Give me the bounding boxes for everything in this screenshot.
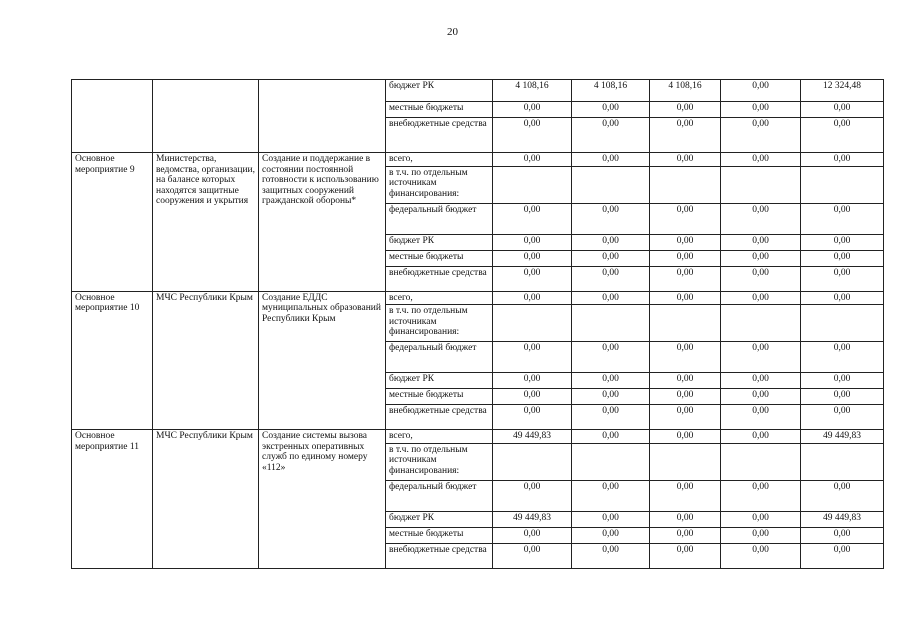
amount-cell: 0,00 [721, 543, 801, 568]
amount-cell [801, 305, 884, 342]
amount-cell [493, 305, 572, 342]
amount-cell: 0,00 [650, 266, 721, 291]
amount-cell [721, 305, 801, 342]
measure-description: Создание системы вызова экстренных оперативных служб по единому номеру «112» [259, 430, 386, 569]
funding-source: в т.ч. по отдельным источникам финансирования: [386, 443, 493, 480]
amount-cell: 0,00 [721, 342, 801, 373]
funding-source: местные бюджеты [386, 527, 493, 543]
amount-cell: 0,00 [572, 234, 650, 250]
amount-cell: 0,00 [650, 389, 721, 405]
amount-cell: 0,00 [721, 203, 801, 234]
amount-cell: 0,00 [721, 527, 801, 543]
amount-cell: 0,00 [721, 102, 801, 118]
amount-cell: 0,00 [493, 266, 572, 291]
amount-cell: 0,00 [493, 102, 572, 118]
amount-cell: 0,00 [721, 234, 801, 250]
amount-cell: 0,00 [572, 511, 650, 527]
amount-cell: 0,00 [650, 511, 721, 527]
amount-cell: 49 449,83 [801, 430, 884, 444]
amount-cell: 0,00 [650, 342, 721, 373]
amount-cell: 0,00 [572, 203, 650, 234]
funding-source: внебюджетные средства [386, 405, 493, 430]
amount-cell: 0,00 [650, 118, 721, 153]
amount-cell: 4 108,16 [572, 80, 650, 102]
amount-cell: 0,00 [572, 405, 650, 430]
amount-cell: 4 108,16 [650, 80, 721, 102]
amount-cell: 0,00 [801, 373, 884, 389]
amount-cell: 0,00 [493, 153, 572, 167]
amount-cell: 0,00 [493, 480, 572, 511]
amount-cell: 0,00 [493, 203, 572, 234]
funding-source: федеральный бюджет [386, 342, 493, 373]
amount-cell [650, 305, 721, 342]
funding-source: внебюджетные средства [386, 266, 493, 291]
funding-source: местные бюджеты [386, 102, 493, 118]
amount-cell [572, 443, 650, 480]
amount-cell: 12 324,48 [801, 80, 884, 102]
amount-cell: 0,00 [721, 118, 801, 153]
amount-cell: 0,00 [721, 373, 801, 389]
amount-cell: 0,00 [801, 405, 884, 430]
measure-name: Основное мероприятие 10 [72, 291, 153, 430]
amount-cell: 0,00 [721, 153, 801, 167]
amount-cell: 0,00 [650, 291, 721, 305]
funding-source: местные бюджеты [386, 250, 493, 266]
amount-cell: 0,00 [721, 511, 801, 527]
amount-cell: 0,00 [650, 543, 721, 568]
amount-cell: 0,00 [801, 389, 884, 405]
amount-cell [493, 166, 572, 203]
funding-source: бюджет РК [386, 373, 493, 389]
amount-cell: 0,00 [572, 153, 650, 167]
amount-cell: 49 449,83 [493, 511, 572, 527]
funding-source: всего, [386, 153, 493, 167]
amount-cell: 0,00 [801, 291, 884, 305]
amount-cell: 0,00 [493, 373, 572, 389]
financing-table [71, 79, 884, 569]
amount-cell: 0,00 [572, 118, 650, 153]
amount-cell: 0,00 [650, 102, 721, 118]
amount-cell: 0,00 [650, 373, 721, 389]
amount-cell: 0,00 [572, 102, 650, 118]
amount-cell: 0,00 [572, 291, 650, 305]
measure-cell [72, 80, 153, 153]
funding-source: федеральный бюджет [386, 480, 493, 511]
funding-source: федеральный бюджет [386, 203, 493, 234]
amount-cell [650, 166, 721, 203]
amount-cell [572, 166, 650, 203]
amount-cell: 0,00 [650, 234, 721, 250]
amount-cell: 0,00 [650, 153, 721, 167]
amount-cell: 0,00 [801, 153, 884, 167]
amount-cell: 0,00 [650, 430, 721, 444]
funding-source: внебюджетные средства [386, 543, 493, 568]
amount-cell: 0,00 [493, 291, 572, 305]
amount-cell: 0,00 [801, 250, 884, 266]
amount-cell: 49 449,83 [493, 430, 572, 444]
measure-executor: МЧС Республики Крым [153, 291, 259, 430]
amount-cell: 0,00 [572, 543, 650, 568]
amount-cell: 0,00 [572, 389, 650, 405]
amount-cell: 0,00 [572, 527, 650, 543]
measure-executor: МЧС Республики Крым [153, 430, 259, 569]
amount-cell: 0,00 [572, 430, 650, 444]
amount-cell: 0,00 [721, 430, 801, 444]
amount-cell: 0,00 [650, 203, 721, 234]
funding-source: внебюджетные средства [386, 118, 493, 153]
amount-cell: 0,00 [493, 405, 572, 430]
table-row [72, 153, 884, 167]
table-row [72, 291, 884, 305]
funding-source: бюджет РК [386, 511, 493, 527]
table-row [72, 430, 884, 444]
table-body [72, 80, 884, 569]
amount-cell: 0,00 [493, 543, 572, 568]
amount-cell: 0,00 [801, 118, 884, 153]
measure-name: Основное мероприятие 11 [72, 430, 153, 569]
amount-cell: 0,00 [721, 405, 801, 430]
measure-description: Создание ЕДДС муниципальных образований Республики Крым [259, 291, 386, 430]
funding-source: бюджет РК [386, 234, 493, 250]
amount-cell: 0,00 [493, 250, 572, 266]
page-number: 20 [447, 26, 458, 38]
amount-cell: 0,00 [801, 342, 884, 373]
amount-cell [721, 166, 801, 203]
amount-cell: 0,00 [650, 527, 721, 543]
amount-cell: 0,00 [572, 480, 650, 511]
amount-cell: 0,00 [493, 118, 572, 153]
amount-cell [572, 305, 650, 342]
funding-source: всего, [386, 291, 493, 305]
amount-cell [650, 443, 721, 480]
amount-cell: 0,00 [721, 291, 801, 305]
amount-cell: 0,00 [650, 250, 721, 266]
description-cell [259, 80, 386, 153]
amount-cell: 0,00 [721, 250, 801, 266]
amount-cell: 4 108,16 [493, 80, 572, 102]
amount-cell [801, 443, 884, 480]
measure-name: Основное мероприятие 9 [72, 153, 153, 292]
amount-cell: 0,00 [572, 342, 650, 373]
funding-source: в т.ч. по отдельным источникам финансирования: [386, 166, 493, 203]
amount-cell: 0,00 [801, 102, 884, 118]
amount-cell [493, 443, 572, 480]
amount-cell: 0,00 [572, 373, 650, 389]
amount-cell: 0,00 [572, 266, 650, 291]
measure-description: Создание и поддержание в состоянии постоянной готовности к использованию защитных сооружений гражданской обороны* [259, 153, 386, 292]
amount-cell: 0,00 [572, 250, 650, 266]
amount-cell: 0,00 [801, 234, 884, 250]
amount-cell: 0,00 [493, 342, 572, 373]
amount-cell: 0,00 [721, 266, 801, 291]
amount-cell: 0,00 [493, 389, 572, 405]
amount-cell: 0,00 [801, 543, 884, 568]
table-row [72, 80, 884, 102]
amount-cell: 0,00 [801, 527, 884, 543]
amount-cell: 0,00 [721, 480, 801, 511]
funding-source: всего, [386, 430, 493, 444]
executor-cell [153, 80, 259, 153]
amount-cell: 0,00 [721, 80, 801, 102]
amount-cell: 49 449,83 [801, 511, 884, 527]
funding-source: в т.ч. по отдельным источникам финансирования: [386, 305, 493, 342]
funding-source: бюджет РК [386, 80, 493, 102]
amount-cell: 0,00 [493, 527, 572, 543]
amount-cell: 0,00 [801, 203, 884, 234]
amount-cell: 0,00 [493, 234, 572, 250]
amount-cell: 0,00 [801, 266, 884, 291]
amount-cell [801, 166, 884, 203]
amount-cell: 0,00 [650, 480, 721, 511]
amount-cell [721, 443, 801, 480]
amount-cell: 0,00 [801, 480, 884, 511]
amount-cell: 0,00 [721, 389, 801, 405]
funding-source: местные бюджеты [386, 389, 493, 405]
measure-executor: Министерства, ведомства, организации, на балансе которых находятся защитные сооружения и укрытия [153, 153, 259, 292]
amount-cell: 0,00 [650, 405, 721, 430]
